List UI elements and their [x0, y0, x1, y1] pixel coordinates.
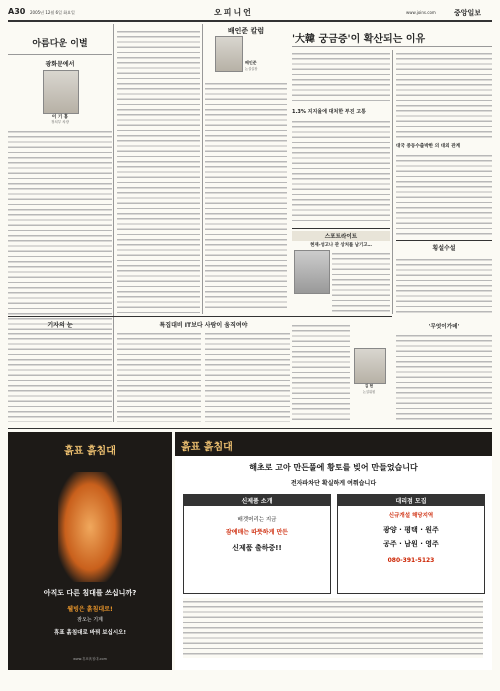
- bottom-person-name: 김 현: [364, 384, 374, 388]
- ad-top-rule: [8, 428, 492, 429]
- ad-left-line2: 웰빙은 흙침대로!: [67, 606, 113, 613]
- sports-body-text: [332, 250, 390, 314]
- columnist-role: 논설실장: [245, 67, 258, 71]
- ad-right-brand: 흙표 흙침대: [181, 442, 233, 453]
- sports-box-title: 스포트라이트: [292, 231, 390, 241]
- guest-box-rule: [396, 240, 492, 241]
- paper-name: 중앙일보: [454, 9, 482, 17]
- ad-left: [8, 432, 172, 670]
- ad-left-headline: 아직도 다른 침대를 쓰십니까?: [43, 589, 137, 597]
- center-column: [205, 24, 290, 314]
- ad-right-panel-phone: 080-391-5123: [387, 557, 435, 564]
- essay-box: [396, 252, 492, 424]
- left-body-text: [8, 128, 112, 336]
- ad-right-panel-line2: 광양 · 평택 · 원주: [383, 526, 439, 534]
- ad-left-line4: 휴표 흙침대로 바꿔 보십시오!: [53, 630, 126, 636]
- columnist-photo: [215, 36, 243, 72]
- bottom-person-body-text: [292, 322, 350, 422]
- ad-right-panel-title: 대리점 모집: [338, 495, 484, 506]
- headline-rule: [292, 46, 492, 47]
- reporter-body-text: [8, 330, 112, 422]
- special-body-col-1: [117, 330, 201, 422]
- author-name: 이 기 홍: [51, 115, 69, 120]
- column4-body-text-2: [292, 118, 390, 224]
- col-divider-3: [392, 50, 393, 314]
- ad-left-brand: 흙표 흙침대: [64, 446, 116, 457]
- author-photo: [43, 70, 79, 114]
- ad-right-subtagline: 전자파차단 확실하게 여쭤습니다: [290, 480, 377, 487]
- sports-box-subtitle: 현재-성고나 관 상처를 남기고…: [310, 243, 372, 248]
- guest-box-title: 횡설수설: [432, 245, 456, 252]
- right-subheading: 대국 중동수출박한 의 대외 관계: [396, 144, 461, 149]
- column4-body-text: [292, 50, 390, 104]
- essay-body-text: [396, 332, 492, 420]
- header-rule: [8, 20, 492, 22]
- column5-body-text-2: [396, 152, 492, 236]
- col-divider-1: [113, 24, 114, 422]
- ad-right-panel-line3: 공주 · 남원 · 영주: [383, 540, 439, 548]
- ad-left-panel-line3: 신제품 출하중!!: [232, 544, 282, 552]
- ad-left-panel-title: 신제품 소개: [184, 495, 330, 506]
- ad-left-glow: [58, 472, 122, 582]
- special-box: [117, 318, 290, 424]
- center-body-text: [205, 80, 287, 312]
- left-author-section: 광화문에서: [45, 61, 75, 68]
- ad-right-fineprint: [183, 598, 483, 658]
- center-subheading: 1.3% 지지율에 대처한 부진 고통: [292, 109, 366, 115]
- guest-body-text: [396, 256, 492, 316]
- column5-body-text: [396, 50, 492, 140]
- essay-box-title: '무엇이가데': [428, 324, 460, 330]
- ad-left-line3: 잠오는 기계: [77, 617, 103, 623]
- page-header: [8, 6, 492, 20]
- special-body-col-2: [205, 330, 290, 422]
- ad-left-footer: www.휴표흙침대.com: [73, 657, 107, 661]
- sports-box: [292, 231, 390, 317]
- date-line: 2005년 12월 6일 화요일: [30, 10, 75, 15]
- ad-left-panel: [183, 494, 331, 594]
- left-title: 아름다운 이별: [32, 39, 88, 49]
- section-title: 오피니언: [214, 8, 253, 17]
- left-title-rule: [8, 54, 112, 55]
- columnist-name: 배인준: [245, 60, 257, 65]
- ad-left-panel-line1: 배겟머리는 지금: [237, 517, 277, 523]
- ad-right: [175, 432, 492, 670]
- col-divider-2: [202, 24, 203, 314]
- mid-rule: [8, 316, 392, 317]
- column2-body-text: [117, 28, 200, 314]
- page-number: A30: [8, 7, 26, 16]
- ad-right-panel-line1: 신규개설 해당지역: [388, 513, 434, 519]
- sports-box-rule: [292, 228, 390, 229]
- bottom-person-role: 논설위원: [362, 390, 376, 394]
- main-headline: '大韓 궁금증'이 확산되는 이유: [292, 34, 426, 45]
- ad-right-panel: [337, 494, 485, 594]
- reporter-box: [8, 318, 112, 424]
- bottom-person-photo: [354, 348, 386, 384]
- reporter-box-title: 기자의 눈: [47, 322, 73, 329]
- series-label: 배인준 칼럼: [227, 26, 265, 35]
- ad-left-panel-line2: 잠에매는 따뜻하게 만든: [225, 529, 289, 536]
- author-role: 정치부 차장: [50, 120, 70, 124]
- bottom-person-box: [292, 318, 390, 424]
- ad-right-tagline: 해초로 고아 만든풀에 황토를 빚어 만들었습니다: [249, 463, 418, 472]
- sports-photo: [294, 250, 330, 294]
- paper-mark: www.joins.com: [406, 10, 436, 15]
- special-box-title: 특집대비 IT보다 사람이 움직여야: [159, 322, 248, 329]
